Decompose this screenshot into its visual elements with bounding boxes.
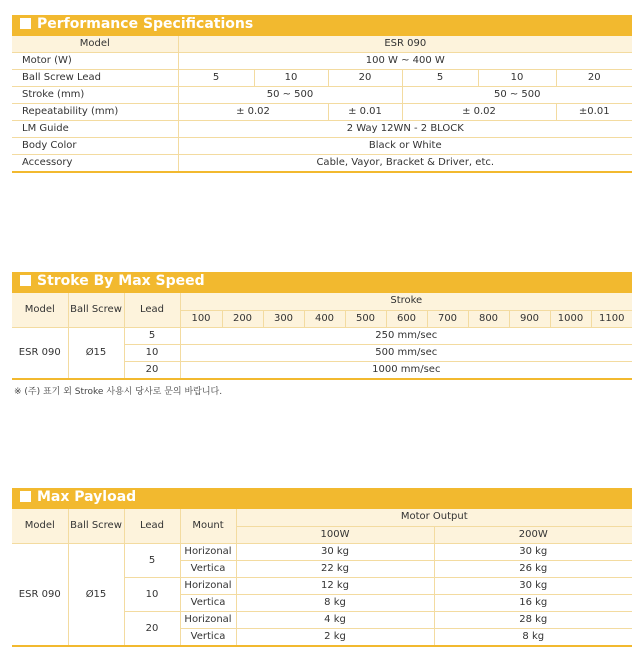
accessory-label: Accessory <box>22 157 73 168</box>
payload-200w-cell: 26 kg <box>434 561 632 578</box>
lead-cell: 10 <box>254 70 328 87</box>
output-200w-header: 200W <box>434 526 632 544</box>
stroke-value: 50 ~ 500 <box>402 87 632 104</box>
payload-model-header: Model <box>12 508 68 544</box>
stroke-banner <box>12 272 632 291</box>
stroke-lead-cell: 5 <box>124 328 180 345</box>
payload-200w-cell: 28 kg <box>434 612 632 629</box>
payload-200w-cell: 30 kg <box>434 544 632 561</box>
payload-title: Max Payload <box>37 489 137 505</box>
model-value: ESR 090 <box>178 35 632 53</box>
stroke-note: ※ (주) 표기 외 Stroke 사용시 당사로 문의 바랍니다. <box>14 387 223 397</box>
repeat-value: ±0.01 <box>556 104 632 121</box>
stroke-screw-header: Ball Screw <box>68 292 124 328</box>
lm-label: LM Guide <box>12 121 178 138</box>
payload-100w-cell: 8 kg <box>236 595 434 612</box>
square-bullet-icon <box>20 18 31 29</box>
lead-cell: 10 <box>478 70 556 87</box>
perf-color-row <box>12 138 632 155</box>
repeat-label: Repeatability (mm) <box>12 104 178 121</box>
payload-mount-header: Mount <box>180 508 236 544</box>
stroke-value-header: 800 <box>468 310 509 328</box>
accessory-value: Cable, Vayor, Bracket & Driver, etc. <box>178 155 632 173</box>
output-100w-header: 100W <box>236 526 434 544</box>
lm-value: 2 Way 12WN - 2 BLOCK <box>178 121 632 138</box>
performance-table <box>12 34 632 173</box>
table-row <box>12 328 632 345</box>
lead-cell: 20 <box>328 70 402 87</box>
lead-label: Ball Screw Lead <box>12 70 178 87</box>
performance-section <box>12 15 632 173</box>
lead-cell: 5 <box>402 70 478 87</box>
payload-100w-cell: 2 kg <box>236 629 434 647</box>
mount-cell: Horizonal <box>180 578 236 595</box>
perf-lm-row <box>12 121 632 138</box>
stroke-lead-cell: 10 <box>124 345 180 362</box>
payload-banner <box>12 488 632 507</box>
mount-cell: Horizonal <box>180 612 236 629</box>
payload-section <box>12 488 632 647</box>
stroke-value-header: 200 <box>222 310 263 328</box>
stroke-value-header: 1000 <box>550 310 591 328</box>
stroke-header-row <box>12 292 632 310</box>
stroke-model-header: Model <box>12 292 68 328</box>
stroke-section <box>12 272 632 380</box>
stroke-screw-cell: Ø15 <box>68 328 124 380</box>
color-value: Black or White <box>178 138 632 155</box>
lead-cell: 5 <box>178 70 254 87</box>
square-bullet-icon <box>20 491 31 502</box>
stroke-value-header: 300 <box>263 310 304 328</box>
payload-screw-header: Ball Screw <box>68 508 124 544</box>
performance-title: Performance Specifications <box>37 16 254 32</box>
payload-100w-cell: 4 kg <box>236 612 434 629</box>
repeat-value: ± 0.02 <box>402 104 556 121</box>
lead-cell: 20 <box>556 70 632 87</box>
stroke-label: Stroke (mm) <box>12 87 178 104</box>
perf-accessory-row <box>12 155 632 173</box>
payload-100w-cell: 30 kg <box>236 544 434 561</box>
stroke-speed-cell: 250 mm/sec <box>180 328 632 345</box>
motor-output-header: Motor Output <box>236 508 632 526</box>
stroke-value-header: 700 <box>427 310 468 328</box>
mount-cell: Vertica <box>180 629 236 647</box>
stroke-value-header: 1100 <box>591 310 632 328</box>
stroke-header: Stroke <box>180 292 632 310</box>
perf-lead-row <box>12 70 632 87</box>
stroke-speed-cell: 1000 mm/sec <box>180 362 632 380</box>
stroke-value-header: 400 <box>304 310 345 328</box>
payload-100w-cell: 22 kg <box>236 561 434 578</box>
repeat-value: ± 0.01 <box>328 104 402 121</box>
payload-header-row <box>12 508 632 526</box>
payload-lead-cell: 10 <box>124 578 180 612</box>
motor-label: Motor (W) <box>12 53 178 70</box>
payload-200w-cell: 30 kg <box>434 578 632 595</box>
stroke-value-header: 900 <box>509 310 550 328</box>
stroke-speed-cell: 500 mm/sec <box>180 345 632 362</box>
performance-banner <box>12 15 632 34</box>
payload-screw-cell: Ø15 <box>68 544 124 647</box>
stroke-title: Stroke By Max Speed <box>37 273 205 289</box>
payload-table <box>12 507 632 647</box>
payload-lead-cell: 20 <box>124 612 180 647</box>
mount-cell: Horizonal <box>180 544 236 561</box>
model-label: Model <box>12 35 178 53</box>
payload-lead-header: Lead <box>124 508 180 544</box>
payload-lead-cell: 5 <box>124 544 180 578</box>
table-row <box>12 544 632 561</box>
motor-value: 100 W ~ 400 W <box>178 53 632 70</box>
stroke-value: 50 ~ 500 <box>178 87 402 104</box>
stroke-model-cell: ESR 090 <box>12 328 68 380</box>
perf-model-row <box>12 35 632 53</box>
payload-model-cell: ESR 090 <box>12 544 68 647</box>
mount-cell: Vertica <box>180 561 236 578</box>
payload-200w-cell: 16 kg <box>434 595 632 612</box>
repeat-value: ± 0.02 <box>178 104 328 121</box>
stroke-value-header: 100 <box>180 310 222 328</box>
stroke-value-header: 600 <box>386 310 427 328</box>
stroke-lead-header: Lead <box>124 292 180 328</box>
payload-200w-cell: 8 kg <box>434 629 632 647</box>
mount-cell: Vertica <box>180 595 236 612</box>
stroke-table <box>12 291 632 380</box>
stroke-lead-cell: 20 <box>124 362 180 380</box>
perf-motor-row <box>12 53 632 70</box>
stroke-value-header: 500 <box>345 310 386 328</box>
perf-repeat-row <box>12 104 632 121</box>
payload-100w-cell: 12 kg <box>236 578 434 595</box>
perf-stroke-row <box>12 87 632 104</box>
color-label: Body Color <box>12 138 178 155</box>
square-bullet-icon <box>20 275 31 286</box>
